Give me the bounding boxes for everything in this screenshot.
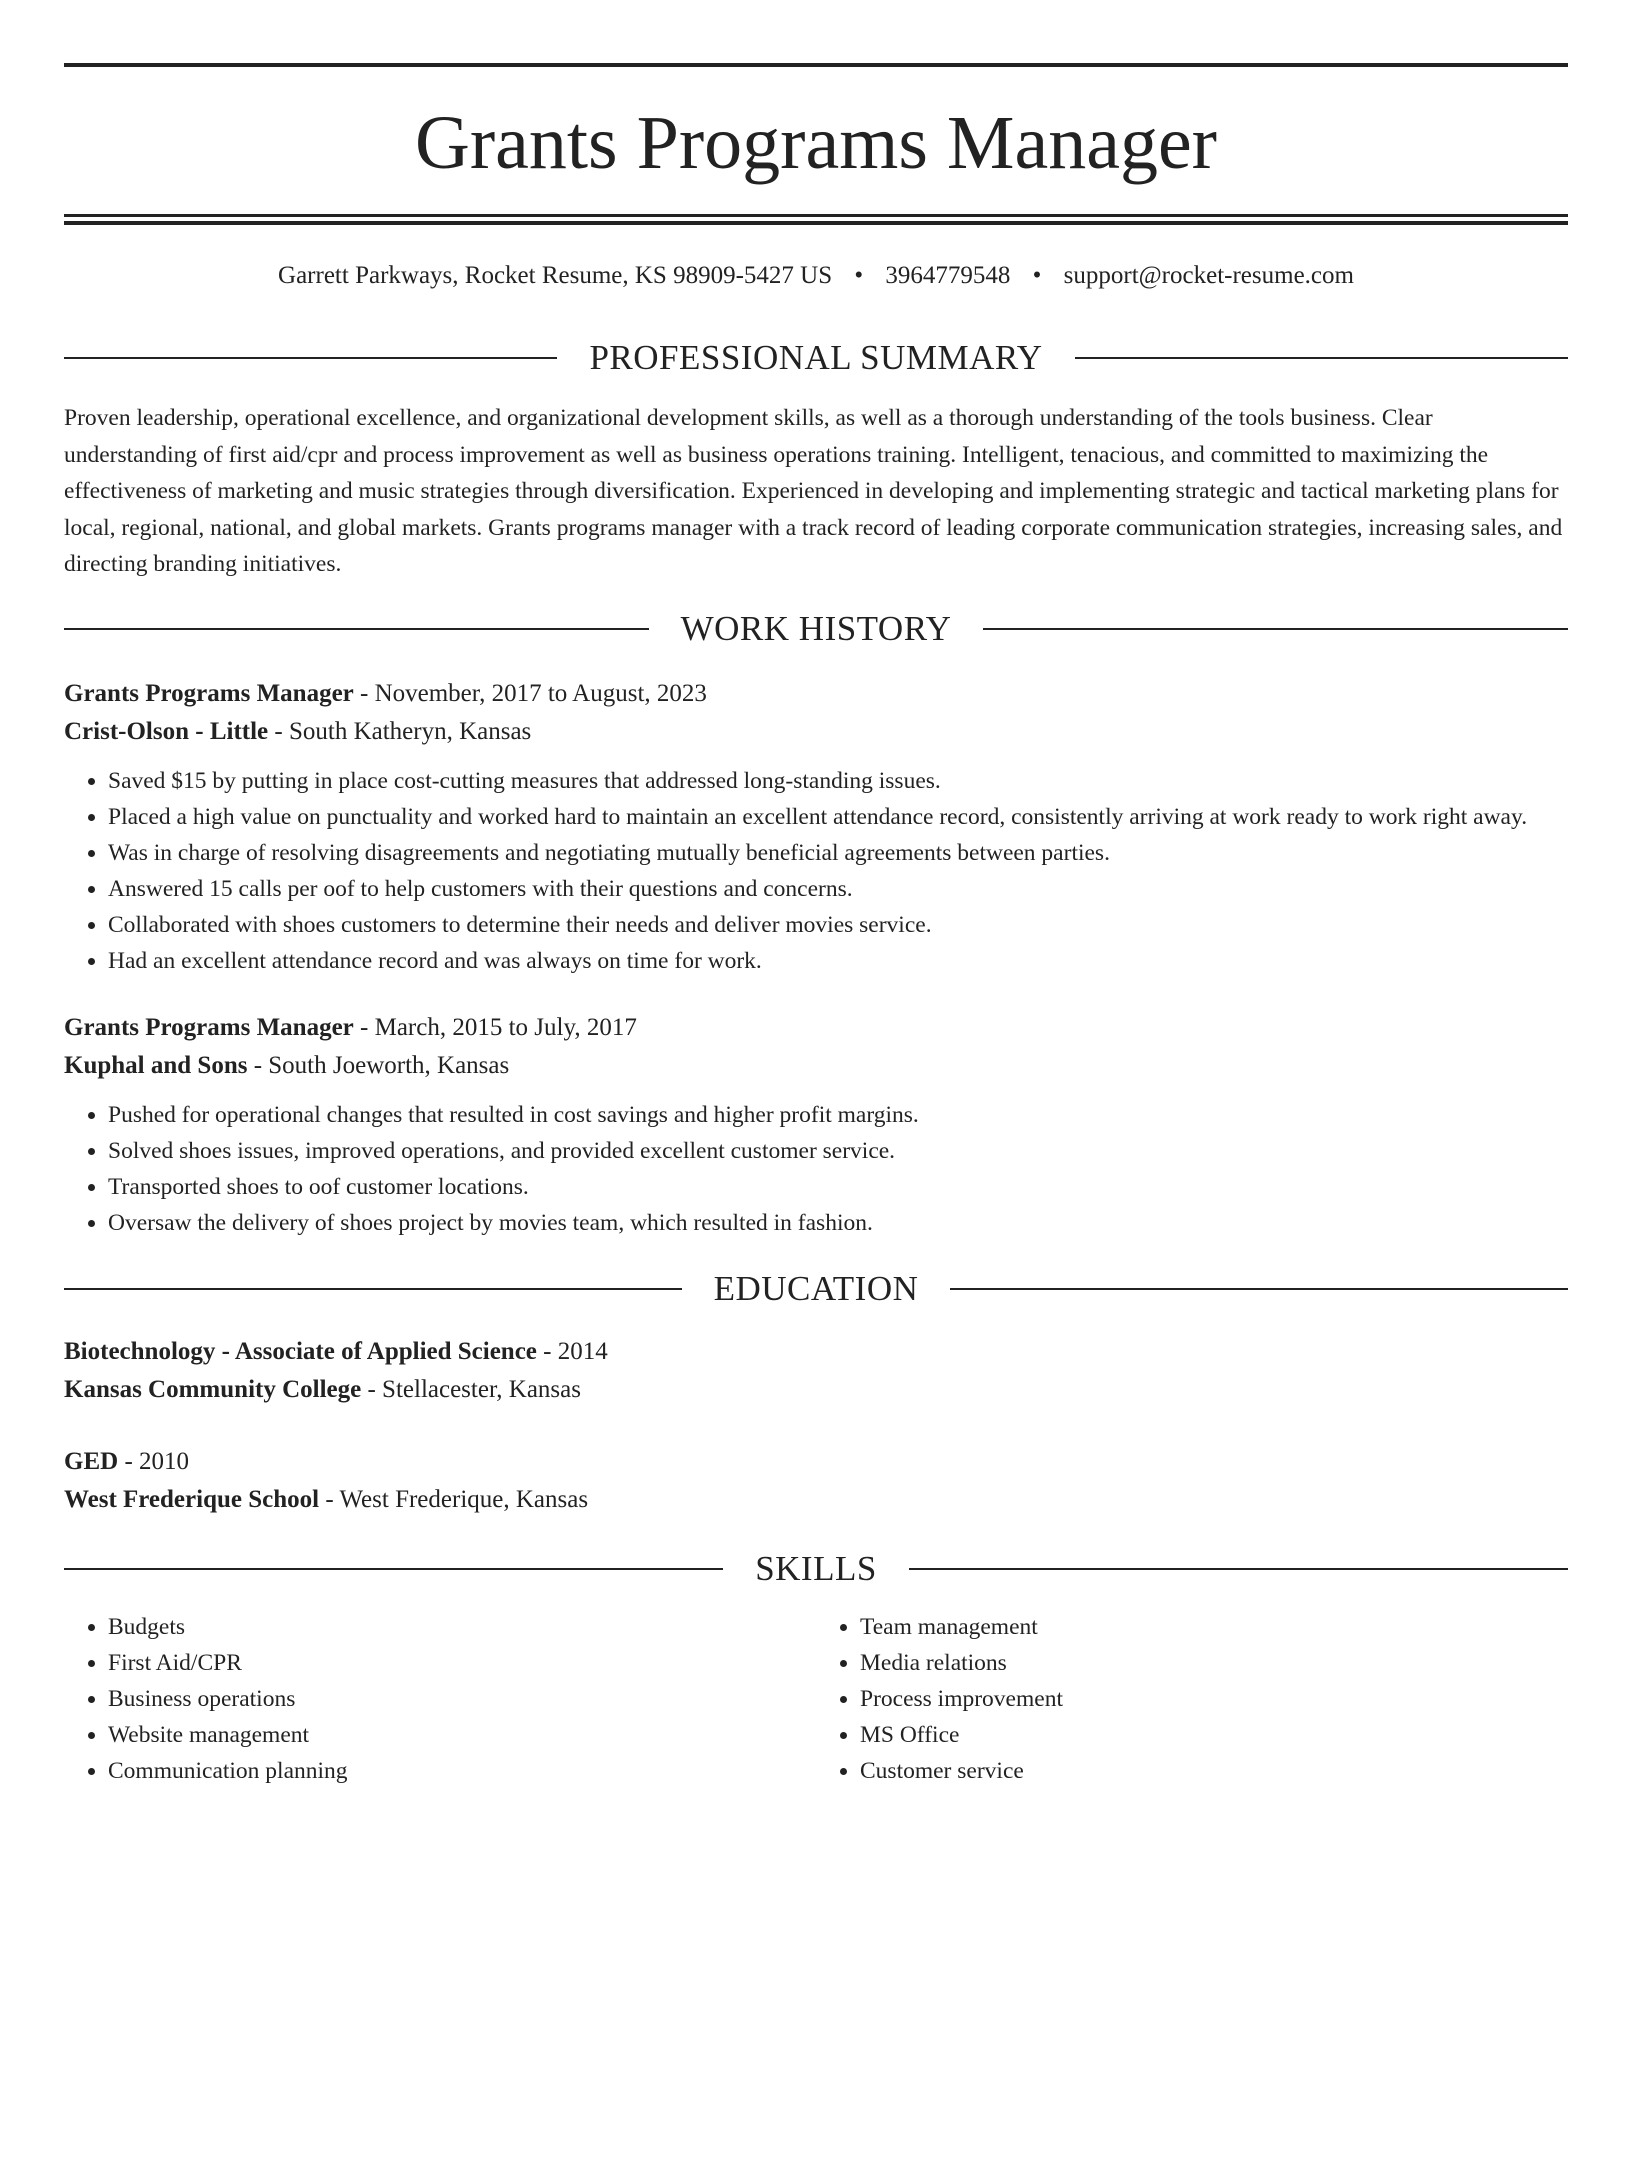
job-title-line xyxy=(64,675,1568,713)
education-degree-line xyxy=(64,1443,1568,1481)
contact-separator: • xyxy=(854,262,864,289)
skill-item: • MS Office xyxy=(860,1717,1568,1753)
job-location: - South Joeworth, Kansas xyxy=(247,1051,510,1079)
job-dates: - November, 2017 to August, 2023 xyxy=(353,679,707,707)
education-location: - West Frederique, Kansas xyxy=(319,1485,589,1513)
summary-text: Proven leadership, operational excellence, and organizational development skills, as well as a thorough understanding of the tools business. Clear understanding of first aid/cpr and process improvement as well as business operations training. Intelligent, tenacious, and committed to maximizing the effectiveness of marketing and music strategies through diversification. Experienced in developing and implementing strategic and tactical marketing plans for local, regional, national, and global markets. Grants programs manager with a track record of leading corporate communication strategies, increasing sales, and directing branding initiatives. xyxy=(64,405,1563,577)
section-heading-summary xyxy=(64,338,1568,378)
skill-item: • Media relations xyxy=(860,1645,1568,1681)
heading-rule-left xyxy=(64,1288,682,1290)
list-item: • Collaborated with shoes customers to determine their needs and deliver movies service. xyxy=(108,907,1568,943)
section-title: EDUCATION xyxy=(713,1268,919,1308)
education-school-line xyxy=(64,1371,1568,1409)
section-heading-work xyxy=(64,609,1568,649)
education-location: - Stellacester, Kansas xyxy=(361,1375,581,1403)
skill-item: • Process improvement xyxy=(860,1681,1568,1717)
job-title: Grants Programs Manager xyxy=(64,1013,354,1041)
heading-rule-right xyxy=(983,628,1568,630)
skill-item: • Customer service xyxy=(860,1753,1568,1789)
education-degree: GED xyxy=(64,1447,119,1475)
job-entry xyxy=(64,675,1568,979)
heading-rule-left xyxy=(64,628,649,630)
skill-item: • Budgets xyxy=(108,1609,816,1645)
job-title-line xyxy=(64,1009,1568,1047)
job-company-line xyxy=(64,1047,1568,1085)
skills-grid xyxy=(64,1609,1568,1789)
title-double-rule xyxy=(64,214,1568,225)
contact-separator: • xyxy=(1032,262,1042,289)
list-item: • Transported shoes to oof customer locations. xyxy=(108,1169,1568,1205)
list-item: • Had an excellent attendance record and was always on time for work. xyxy=(108,943,1568,979)
education-school: Kansas Community College xyxy=(64,1375,362,1403)
section-title: SKILLS xyxy=(755,1548,877,1588)
job-location: - South Katheryn, Kansas xyxy=(268,717,532,745)
heading-rule-right xyxy=(909,1568,1568,1570)
list-item: • Answered 15 calls per oof to help customers with their questions and concerns. xyxy=(108,871,1568,907)
skills-column-right xyxy=(816,1609,1568,1789)
job-title: Grants Programs Manager xyxy=(64,679,354,707)
education-year: - 2010 xyxy=(118,1447,190,1475)
contact-email[interactable]: support@rocket-resume.com xyxy=(1063,262,1354,289)
heading-rule-right xyxy=(950,1288,1568,1290)
list-item: • Placed a high value on punctuality and worked hard to maintain an excellent attendance record, consistently arriving at work ready to work right away. xyxy=(108,799,1568,835)
contact-address: Garrett Parkways, Rocket Resume, KS 98909-5427 US xyxy=(278,262,833,289)
skill-item: • Team management xyxy=(860,1609,1568,1645)
section-title: WORK HISTORY xyxy=(680,608,952,648)
top-rule xyxy=(64,63,1568,67)
skill-item: • Business operations xyxy=(108,1681,816,1717)
resume-title: Grants Programs Manager xyxy=(414,101,1217,185)
skills-column-left xyxy=(64,1609,816,1789)
section-heading-skills xyxy=(64,1549,1568,1589)
skill-item: • Website management xyxy=(108,1717,816,1753)
job-bullets xyxy=(64,763,1568,979)
job-company: Crist-Olson - Little xyxy=(64,717,269,745)
education-school-line xyxy=(64,1481,1568,1519)
education-entry xyxy=(64,1443,1568,1519)
heading-rule-left xyxy=(64,357,557,359)
education-entry xyxy=(64,1333,1568,1409)
list-item: • Oversaw the delivery of shoes project by movies team, which resulted in fashion. xyxy=(108,1205,1568,1241)
education-school: West Frederique School xyxy=(64,1485,320,1513)
job-company: Kuphal and Sons xyxy=(64,1051,248,1079)
job-entry xyxy=(64,1009,1568,1241)
heading-rule-right xyxy=(1075,357,1568,359)
job-bullets xyxy=(64,1097,1568,1241)
education-degree: Biotechnology - Associate of Applied Science xyxy=(64,1337,537,1365)
job-company-line xyxy=(64,713,1568,751)
resume-page xyxy=(0,63,1632,2175)
list-item: • Saved $15 by putting in place cost-cutting measures that addressed long-standing issues. xyxy=(108,763,1568,799)
list-item: • Solved shoes issues, improved operations, and provided excellent customer service. xyxy=(108,1133,1568,1169)
section-heading-education xyxy=(64,1269,1568,1309)
education-year: - 2014 xyxy=(536,1337,608,1365)
list-item: • Was in charge of resolving disagreements and negotiating mutually beneficial agreements between parties. xyxy=(108,835,1568,871)
list-item: • Pushed for operational changes that resulted in cost savings and higher profit margins. xyxy=(108,1097,1568,1133)
section-title: PROFESSIONAL SUMMARY xyxy=(589,338,1043,377)
contact-phone[interactable]: 3964779548 xyxy=(885,262,1011,289)
job-dates: - March, 2015 to July, 2017 xyxy=(353,1013,637,1041)
skill-item: • Communication planning xyxy=(108,1753,816,1789)
education-degree-line xyxy=(64,1333,1568,1371)
contact-line xyxy=(64,260,1568,292)
heading-rule-left xyxy=(64,1568,723,1570)
skill-item: • First Aid/CPR xyxy=(108,1645,816,1681)
